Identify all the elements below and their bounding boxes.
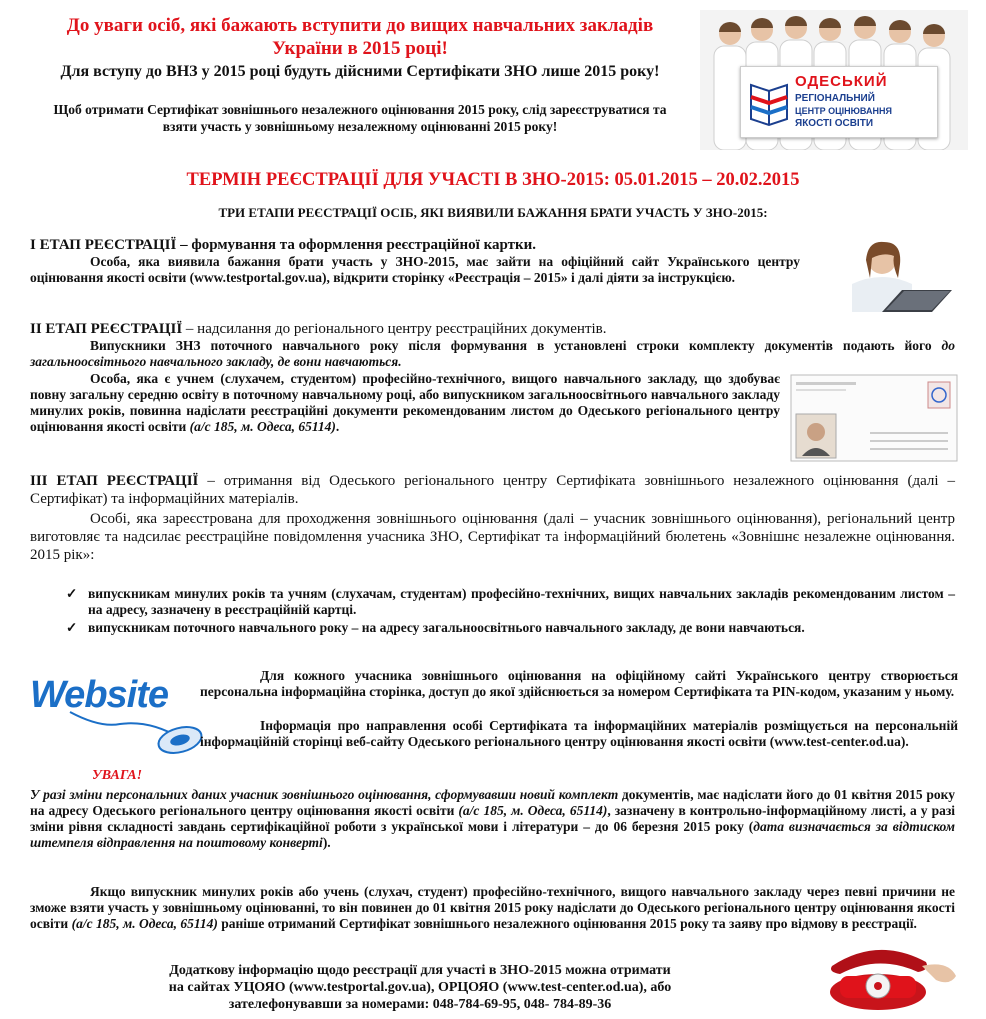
page-title: До уваги осіб, які бажають вступити до вищих навчальних закладів України в 2015 році! bbox=[66, 15, 654, 59]
website-p1 bbox=[200, 668, 958, 700]
stage2-p1-text: Випускники ЗНЗ поточного навчального року після формування в установлені строки комплекту документів подають його bbox=[90, 338, 942, 353]
envelope-icon bbox=[790, 374, 958, 462]
contacts-line-2: на сайтах УЦОЯО (www.testportal.gov.ua), ОРЦОЯО (www.test-center.od.ua), або bbox=[168, 980, 672, 995]
attention-p1-text4: ( bbox=[743, 819, 754, 834]
website-p1-text: Для кожного учасника зовнішнього оцінювання на офіційному сайті Українського центру створюється персональна bbox=[200, 668, 958, 699]
list-item bbox=[30, 586, 955, 618]
stage2-p2-address: (а/с 185, м. Одеса, 65114) bbox=[189, 419, 336, 434]
telephone-icon bbox=[818, 936, 958, 1014]
website-logo-text: Website bbox=[30, 674, 169, 716]
logo-line-2: РЕГІОНАЛЬНИЙ bbox=[795, 93, 875, 104]
attention-p1 bbox=[30, 787, 955, 851]
logo-line-3: ЦЕНТР ОЦІНЮВАННЯ bbox=[795, 106, 892, 116]
checkmark-icon: ✓ bbox=[66, 586, 78, 601]
stage3-heading-bold: ІІІ ЕТАП РЕЄСТРАЦІЇ bbox=[30, 473, 199, 489]
attention-p2-date: 01 квітня 2015 року bbox=[432, 900, 554, 915]
attention-p1-date: 01 квітня 2015 року bbox=[834, 787, 955, 802]
woman-laptop-icon bbox=[812, 234, 960, 312]
attention-p2-text: Якщо випускник минулих років або учень (слухач, студент) професійно-технічного, вищого навчального закладу через певні причини не зможе взяти участь у зовнішньому оцінюванні, то він повинен до bbox=[30, 884, 955, 915]
attention-p1-date2: 06 березня 2015 року bbox=[613, 819, 744, 834]
stage2-heading bbox=[30, 320, 960, 338]
logo-line-1: ОДЕСЬКИЙ bbox=[795, 73, 888, 90]
bullet-text: випускникам минулих років та учням (слухачам, студентам) професійно-технічних, вищих навчальних закладів рекомендованим листом – на адресу, зазначену в реєстраційній картці. bbox=[88, 586, 955, 617]
bullet-text: випускникам поточного навчального року – на адресу загальноосвітнього навчального закладу, де вони навчаються. bbox=[88, 620, 805, 635]
attention-p2-address: (а/с 185, м. Одеса, 65114) bbox=[71, 916, 218, 931]
stage2-p2-text: Особа, яка є учнем (слухачем, студентом) професійно-технічного, вищого навчального закладу, що здобуває повну загальну середню освіту в поточному навчальному році, або випускником загальноосвітнього навчального закладу минулих років, повинна надіслати реєстраційні документи рекомендованим листом до Одеського регіонального центру оцінювання якості освіти bbox=[30, 371, 780, 434]
attention-p1-text: документів, має надіслати його до bbox=[618, 787, 835, 802]
header-note: Щоб отримати Сертифікат зовнішнього незалежного оцінювання 2015 року, слід зареєструватися та взяти участь у зовнішньому незалежному оцінюванні 2015 року! bbox=[53, 102, 667, 134]
stage2-heading-rest: – надсилання до регіонального центру реєстраційних документів. bbox=[182, 321, 607, 337]
logo-photo bbox=[700, 10, 968, 150]
book-logo-icon bbox=[747, 77, 791, 127]
logo-line-4: ЯКОСТІ ОСВІТИ bbox=[795, 118, 874, 129]
stage1-heading: І ЕТАП РЕЄСТРАЦІЇ – формування та оформлення реєстраційної картки. bbox=[30, 237, 537, 253]
attention-p2 bbox=[30, 884, 955, 932]
stage2-heading-bold: ІІ ЕТАП РЕЄСТРАЦІЇ bbox=[30, 321, 183, 337]
registration-term: ТЕРМІН РЕЄСТРАЦІЇ ДЛЯ УЧАСТІ В ЗНО-2015: 05.01.2015 – 20.02.2015 bbox=[186, 170, 800, 190]
attention-p1-text3: , зазначену в контрольно-інформаційному листі, а у разі зміни рівня складності завдань сертифікаційної роботи з української мови і літератури – до bbox=[30, 803, 956, 834]
stage3-heading bbox=[30, 472, 955, 508]
attention-label: УВАГА! bbox=[92, 768, 143, 783]
attention-p1-address: (а/с 185, м. Одеса, 65114) bbox=[458, 803, 608, 818]
stage3-heading-rest: – отримання від Одеського регіонального центру Сертифіката зовнішнього незалежного оцінювання (далі – Сертифікат) та інформаційних матеріалів. bbox=[30, 473, 955, 507]
website-p2: Інформація про направлення особі Сертифіката та інформаційних матеріалів розміщується на персональній інформаційній сторінці веб-сайту Одеського регіонального центру оцінювання якості освіти (www.test-center.od.ua). bbox=[200, 718, 958, 749]
list-item bbox=[30, 620, 955, 636]
stage1-text: Особа, яка виявила бажання брати участь у ЗНО-2015, має зайти на офіційний сайт Українського центру оцінювання якості освіти (www.testportal.gov.ua), відкрити сторінку «Реєстрація – 2015» і далі діяти за інструкцією. bbox=[30, 254, 800, 285]
website-p1-highlight: інформаційна сторінка bbox=[281, 684, 422, 699]
stage3-p1: Особі, яка зареєстрована для проходження зовнішнього оцінювання (далі – учасник зовнішнього оцінювання), регіональний центр виготовляє та надсилає реєстраційне повідомлення учасника ЗНО, Сертифікат та інформаційний бюлетень «Зовнішнє незалежне оцінювання. 2015 рік»: bbox=[30, 511, 955, 563]
attention-p1-text2: на адресу Одеського регіонального центру оцінювання якості освіти bbox=[30, 803, 459, 818]
stage2-p1 bbox=[30, 338, 955, 370]
attention-p2-end: раніше отриманий Сертифікат зовнішнього незалежного оцінювання 2015 року та заяву про відмову в реєстрації. bbox=[217, 916, 917, 931]
stage2-p2 bbox=[30, 371, 780, 435]
page-subtitle: Для вступу до ВНЗ у 2015 році будуть дійсними Сертифікати ЗНО лише 2015 року! bbox=[60, 63, 660, 80]
stage2-p1-emphasis: до загальноосвітнього навчального закладу, де вони навчаються. bbox=[30, 338, 955, 369]
checkmark-icon: ✓ bbox=[66, 620, 78, 635]
website-p1-end: , доступ до якої здійснюється за номером Сертифіката та PIN-кодом, указаним у ньому. bbox=[421, 684, 955, 699]
attention-p1-emphasis2: дата визначається за відтиском штемпеля відправлення на поштовому конверті bbox=[30, 819, 956, 850]
three-stages-heading: ТРИ ЕТАПИ РЕЄСТРАЦІЇ ОСІБ, ЯКІ ВИЯВИЛИ БАЖАННЯ БРАТИ УЧАСТЬ У ЗНО-2015: bbox=[218, 205, 768, 220]
contacts-line-1: Додаткову інформацію щодо реєстрації для участі в ЗНО-2015 можна отримати bbox=[169, 963, 671, 978]
attention-p1-emphasis: У разі зміни персональних даних учасник зовнішнього оцінювання, сформувавши новий комплект bbox=[30, 787, 619, 802]
contacts-line-3: зателефонувавши за номерами: 048-784-69-95, 048- 784-89-36 bbox=[228, 997, 612, 1012]
attention-p1-end: ). bbox=[322, 835, 331, 850]
attention-p2-text2: надіслати до Одеського регіонального центру оцінювання якості освіти bbox=[30, 900, 955, 931]
center-logo-banner bbox=[740, 66, 938, 138]
stage3-bullets bbox=[30, 586, 955, 638]
stage2-p2-end: . bbox=[335, 419, 340, 434]
